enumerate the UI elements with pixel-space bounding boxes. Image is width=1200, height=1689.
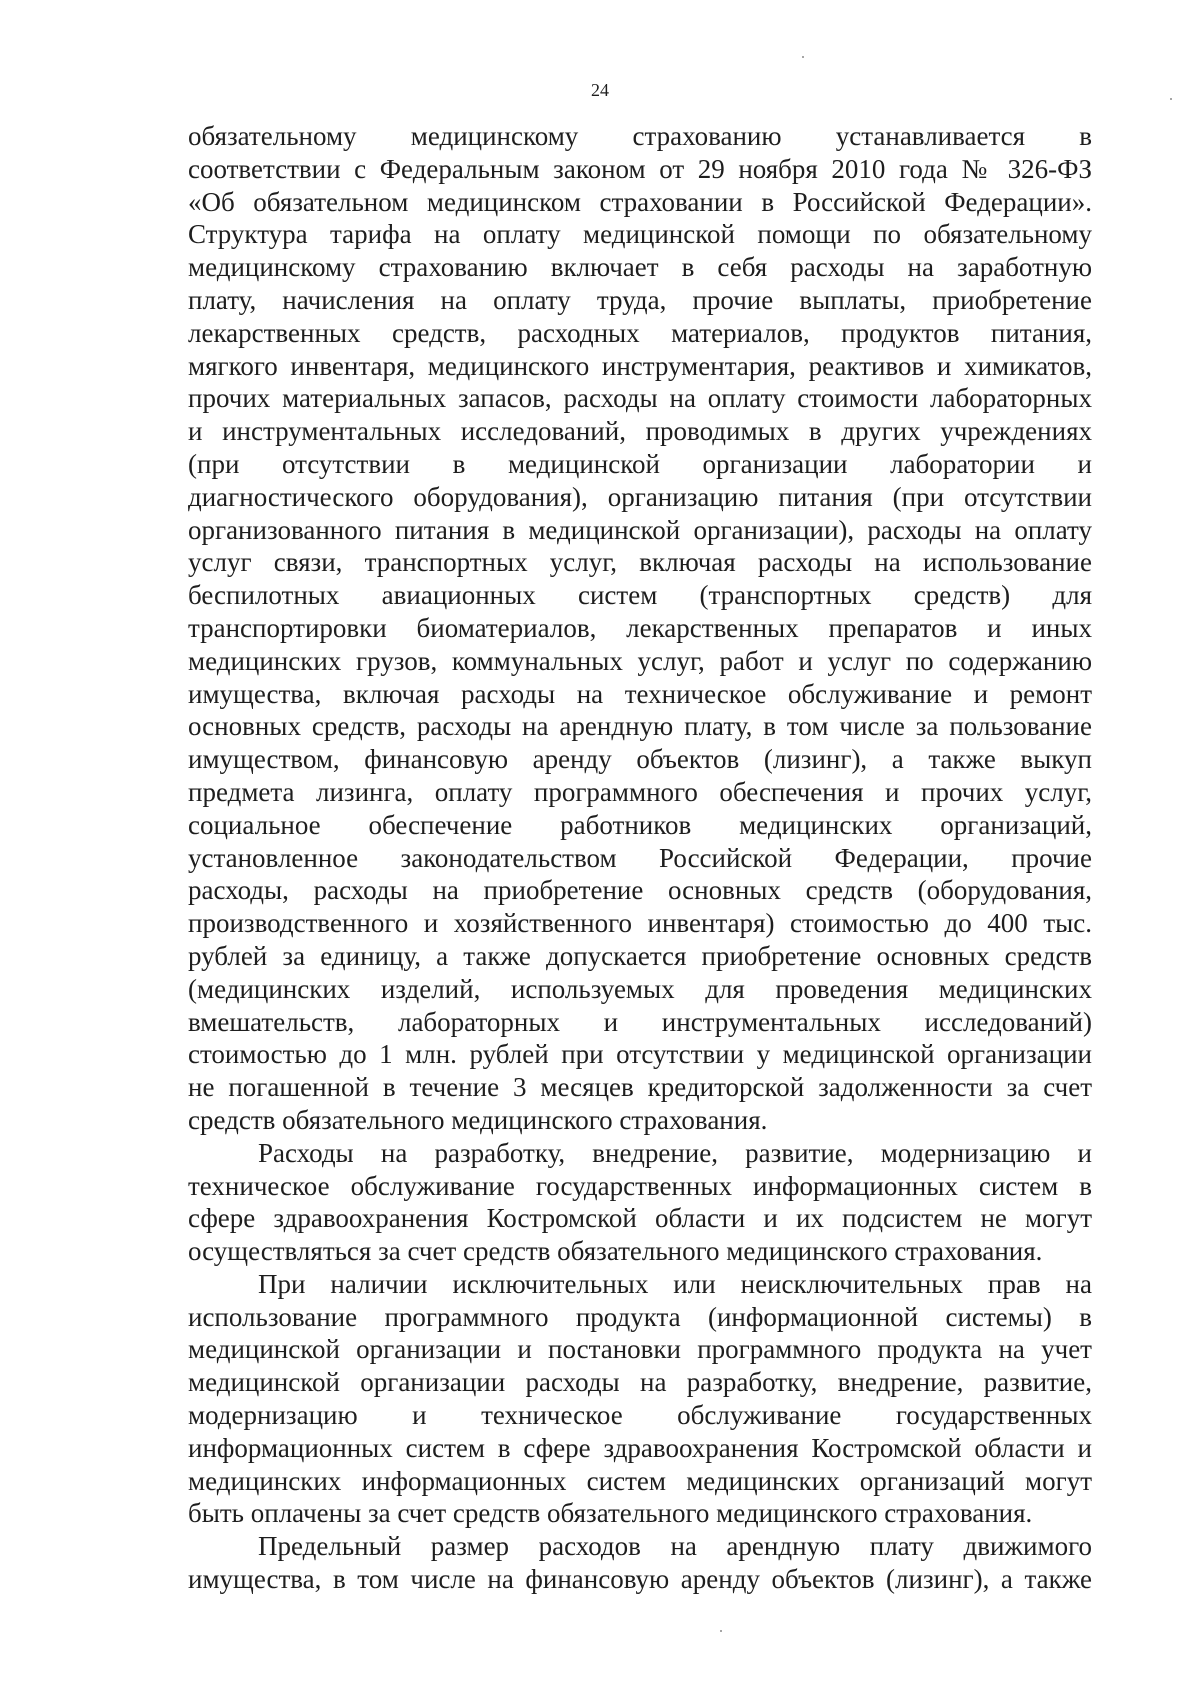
text-line: предмета лизинга, оплату программного обеспечения и прочих услуг, <box>188 776 1092 807</box>
text-line: стоимостью до 1 млн. рублей при отсутствии у медицинской организации <box>188 1039 1092 1070</box>
text-line: рублей за единицу, а также допускается приобретение основных средств <box>188 940 1092 971</box>
scan-speck <box>720 1630 722 1632</box>
text-line: диагностического оборудования), организацию питания (при отсутствии <box>188 481 1092 512</box>
text-line: основных средств, расходы на арендную плату, в том числе за пользование <box>188 711 1092 742</box>
text-line: медицинской организации расходы на разработку, внедрение, развитие, <box>188 1367 1092 1398</box>
text-line: плату, начисления на оплату труда, прочие выплаты, приобретение <box>188 284 1092 315</box>
text-line: мягкого инвентаря, медицинского инструментария, реактивов и химикатов, <box>188 350 1092 381</box>
text-line: беспилотных авиационных систем (транспортных средств) для <box>188 580 1092 611</box>
text-line: сфере здравоохранения Костромской области и их подсистем не могут <box>188 1203 1092 1234</box>
scan-speck <box>1170 98 1172 100</box>
text-line: не погашенной в течение 3 месяцев кредиторской задолженности за счет <box>188 1072 1092 1103</box>
text-line: установленное законодательством Российской Федерации, прочие <box>188 842 1092 873</box>
scan-speck <box>802 56 804 58</box>
text-line: производственного и хозяйственного инвентаря) стоимостью до 400 тыс. <box>188 908 1092 939</box>
paragraph-first-line: Предельный размер расходов на арендную плату движимого <box>258 1531 1092 1562</box>
text-line: имущества, в том числе на финансовую аренду объектов (лизинг), а также <box>188 1564 1092 1595</box>
text-line: организованного питания в медицинской организации), расходы на оплату <box>188 514 1092 545</box>
paragraph-first-line: При наличии исключительных или неисключительных прав на <box>258 1268 1092 1299</box>
page-number: 24 <box>591 80 609 100</box>
text-line: «Об обязательном медицинском страховании в Российской Федерации». <box>188 186 1092 217</box>
text-line: быть оплачены за счет средств обязательного медицинского страхования. <box>188 1498 1033 1529</box>
text-line: имущества, включая расходы на техническое обслуживание и ремонт <box>188 678 1092 709</box>
text-line: Структура тарифа на оплату медицинской помощи по обязательному <box>188 219 1092 250</box>
text-line: социальное обеспечение работников медицинских организаций, <box>188 809 1092 840</box>
text-line: осуществляться за счет средств обязательного медицинского страхования. <box>188 1236 1043 1267</box>
text-line: медицинских информационных систем медицинских организаций могут <box>188 1465 1092 1496</box>
text-line: информационных систем в сфере здравоохранения Костромской области и <box>188 1432 1092 1463</box>
text-line: прочих материальных запасов, расходы на оплату стоимости лабораторных <box>188 383 1092 414</box>
text-line: обязательному медицинскому страхованию устанавливается в <box>188 121 1092 151</box>
text-line: лекарственных средств, расходных материалов, продуктов питания, <box>188 317 1092 348</box>
document-body <box>188 120 1092 1596</box>
text-line: медицинскому страхованию включает в себя расходы на заработную <box>188 252 1092 283</box>
text-line: техническое обслуживание государственных информационных систем в <box>188 1170 1092 1201</box>
paragraph-first-line: Расходы на разработку, внедрение, развитие, модернизацию и <box>258 1137 1092 1168</box>
text-line: модернизацию и техническое обслуживание государственных <box>188 1400 1092 1431</box>
text-line: соответствии с Федеральным законом от 29 ноября 2010 года № 326-ФЗ <box>188 153 1092 184</box>
text-line: (медицинских изделий, используемых для проведения медицинских <box>188 973 1092 1004</box>
text-line: услуг связи, транспортных услуг, включая расходы на использование <box>188 547 1092 578</box>
text-line: имуществом, финансовую аренду объектов (лизинг), а также выкуп <box>188 744 1092 775</box>
text-line: и инструментальных исследований, проводимых в других учреждениях <box>188 416 1092 447</box>
text-line: (при отсутствии в медицинской организации лаборатории и <box>188 448 1092 479</box>
text-line: использование программного продукта (информационной системы) в <box>188 1301 1092 1332</box>
text-line: вмешательств, лабораторных и инструментальных исследований) <box>188 1006 1092 1037</box>
text-line: транспортировки биоматериалов, лекарственных препаратов и иных <box>188 612 1092 643</box>
text-line: расходы, расходы на приобретение основных средств (оборудования, <box>188 875 1092 906</box>
text-line: средств обязательного медицинского страхования. <box>188 1104 768 1135</box>
text-line: медицинских грузов, коммунальных услуг, работ и услуг по содержанию <box>188 645 1092 676</box>
text-line: медицинской организации и постановки программного продукта на учет <box>188 1334 1092 1365</box>
